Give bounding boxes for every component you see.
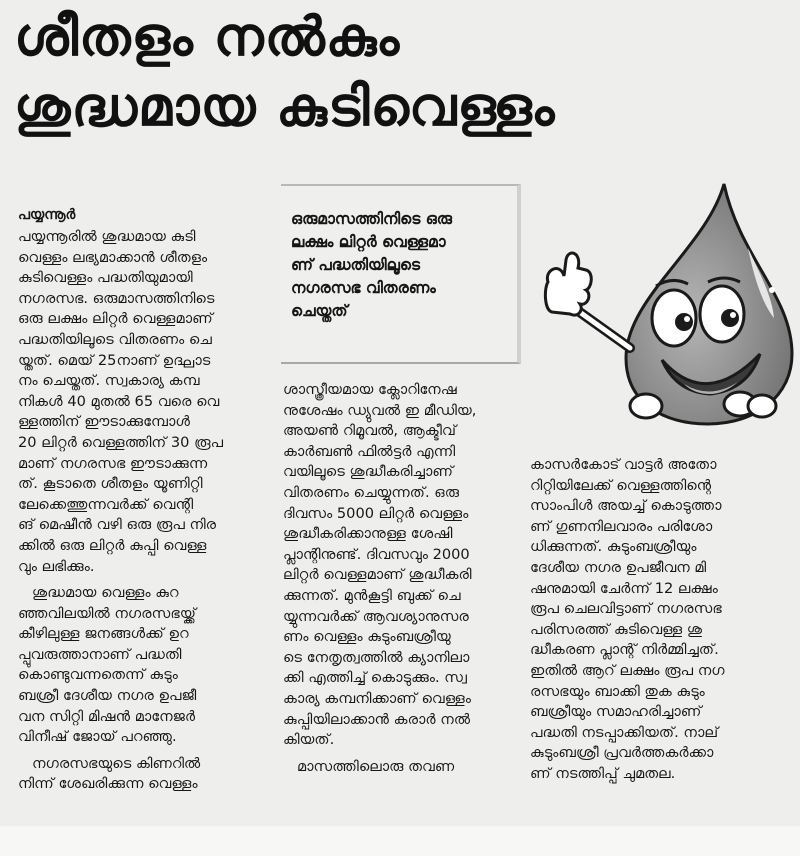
text-line: ഇതിൽ ആറ് ലക്ഷം രൂപ നഗ xyxy=(530,661,725,679)
text-line: ടെ നേതൃത്വത്തിൽ ക്യാനിലാ xyxy=(283,648,470,666)
text-line: ത്. കൂടാതെ ശീതളം യൂണിറ്റി xyxy=(18,475,203,493)
text-line: ബശ്രീയും സമാഹരിച്ചാണ് xyxy=(530,703,702,721)
text-line: രസഭയും ബാക്കി തുക കുടും xyxy=(530,682,705,700)
text-line: 20 ലിറ്റർ വെള്ളത്തിന് 30 രൂപ xyxy=(18,433,224,451)
text-line: പദ്ധതിയിലൂടെ വിതരണം ചെ xyxy=(18,330,212,348)
text-line: റിറ്റിയിലേക്ക് വെള്ളത്തിന്റെ xyxy=(530,476,712,494)
text-line: ശാസ്ത്രീയമായ ക്ലോറിനേഷ xyxy=(283,381,457,398)
text-line: യ്തത്. മെയ് 25നാണ് ഉദ്ഘാട xyxy=(18,351,211,369)
text-line: കാർബൺ ഫിൽട്ടർ എന്നി xyxy=(283,442,456,460)
text-line: കുടുംബശ്രീ പ്രവർത്തകർക്കാ xyxy=(530,744,714,762)
text-line: നികൾ 40 മുതൽ 65 വരെ വെ xyxy=(18,392,220,410)
text-line: വിനീഷ് ജോയ് പറഞ്ഞു. xyxy=(18,728,177,746)
text-line: നിന്ന് ശേഖരിക്കുന്ന വെള്ളം xyxy=(18,775,198,793)
column-2-paragraph-2 xyxy=(283,757,519,778)
column-1-paragraph-1 xyxy=(18,227,268,577)
text-line: ലിറ്റർ വെള്ളമാണ് ശുദ്ധീകരി xyxy=(283,566,472,584)
text-line: വെള്ളം ലഭ്യമാക്കാൻ ശീതളം xyxy=(18,248,208,266)
text-line: കീഴിലുള്ള ജനങ്ങൾക്ക് ഉറ xyxy=(18,625,189,643)
headline-line-1: ശീതളം നൽകും xyxy=(14,5,401,68)
water-drop-mascot-icon xyxy=(534,178,796,426)
text-line: പദ്ധതി നടപ്പാക്കിയത്. നാല് xyxy=(530,723,719,741)
byline: പയ്യന്നൂർ xyxy=(18,207,76,223)
headline xyxy=(14,2,786,142)
text-line: കിയത്. xyxy=(283,731,335,749)
text-line: കുപ്പിയിലാക്കാൻ കരാർ നൽ xyxy=(283,710,471,728)
text-line: കുടിവെള്ളം പദ്ധതിയുമായി xyxy=(18,269,193,287)
text-line: കൊണ്ടുവന്നതെന്ന് കുടും xyxy=(18,666,178,684)
text-line: ണ് പദ്ധതിയിലൂടെ xyxy=(291,256,421,274)
text-line: ണ് നടത്തിപ്പ് ചുമതല. xyxy=(530,764,676,782)
article-column-3 xyxy=(530,455,792,785)
column-2-paragraph-1 xyxy=(283,380,519,751)
text-line: മാണ് നഗരസഭ ഈടാക്കുന്ന xyxy=(18,454,208,472)
text-line: പ്ലാന്റിനുണ്ട്. ദിവസവും 2000 xyxy=(283,545,470,563)
text-line: വന സിറ്റി മിഷൻ മാനേജർ xyxy=(18,707,196,725)
text-line: ദേശീയ നഗര ഉപജീവന മി xyxy=(530,558,707,576)
text-line: യ്യുന്നവർക്ക് ആവശ്യാനുസര xyxy=(283,607,469,625)
text-line: പയ്യന്നൂരിൽ ശുദ്ധമായ കുടി xyxy=(18,228,196,245)
text-line: ലക്ഷം ലിറ്റർ വെള്ളമാ xyxy=(291,233,446,251)
text-line: നുശേഷം ഡ്യുവൽ ഇ മീഡിയ, xyxy=(283,401,477,419)
text-line: ദ്ധീകരണ പ്ലാന്റ് നിർമ്മിച്ചത്. xyxy=(530,641,719,659)
text-line: അയൺ റിമൂവൽ, ആക്ടീവ് xyxy=(283,422,457,440)
text-line: ണം വെള്ളം കുടുംബശ്രീയു xyxy=(283,628,451,646)
text-line: ങ് മെഷീൻ വഴി ഒരു രൂപ നിര xyxy=(18,516,217,534)
text-line: മാസത്തിലൊരു തവണ xyxy=(297,757,455,775)
text-line: ള്ളത്തിന് ഈടാക്കുമ്പോൾ xyxy=(18,413,191,431)
column-1-paragraph-3 xyxy=(18,754,268,795)
column-3-paragraph-1 xyxy=(530,455,792,785)
text-line: വിതരണം ചെയ്യുന്നത്. ഒരു xyxy=(283,483,460,501)
text-line: വയിലൂടെ ശുദ്ധീകരിച്ചാണ് xyxy=(283,463,454,481)
text-line: ണ് ഗുണനിലവാരം പരിശോ xyxy=(530,517,713,535)
pull-quote xyxy=(281,184,521,364)
text-line: കാര്യ കമ്പനിക്കാണ് വെള്ളം xyxy=(283,689,471,707)
headline-line-2: ശുദ്ധമായ കുടിവെള്ളം xyxy=(14,75,556,138)
text-line: വും ലഭിക്കും. xyxy=(18,557,95,575)
page-bottom-edge xyxy=(0,826,800,856)
text-line: പരിസരത്ത് കുടിവെള്ള ശു xyxy=(530,620,703,638)
text-line: ധിക്കുന്നത്. കുടുംബശ്രീയും xyxy=(530,538,697,556)
text-line: ബശ്രീ ദേശീയ നഗര ഉപജീ xyxy=(18,687,197,705)
text-line: ഞ്ഞവിലയിൽ നഗരസഭയ്ക്ക് xyxy=(18,604,196,622)
text-line: രൂപ ചെലവിട്ടാണ് നഗരസഭ xyxy=(530,600,722,618)
text-line: ക്കിൽ ഒരു ലിറ്റർ കുപ്പി വെള്ള xyxy=(18,536,207,554)
text-line: കാസർകോട് വാട്ടർ അതോ xyxy=(530,456,717,473)
article-column-2 xyxy=(283,380,519,777)
text-line: ഷനുമായി ചേർന്ന് 12 ലക്ഷം xyxy=(530,579,718,597)
pull-quote-text xyxy=(291,208,509,323)
text-line: ലേക്കെത്തുന്നവർക്ക് വെന്റി xyxy=(18,495,194,513)
text-line: നഗരസഭ വിതരണം xyxy=(291,279,436,297)
article-column-1 xyxy=(18,205,268,795)
text-line: ക്കി എത്തിച്ച് കൊടുക്കും. സ്വ xyxy=(283,669,467,687)
text-line: ശുദ്ധീകരിക്കാനുള്ള ശേഷി xyxy=(283,525,453,543)
text-line: ഒരുമാസത്തിനിടെ ഒരു xyxy=(291,210,453,228)
text-line: ദിവസം 5000 ലിറ്റർ വെള്ളം xyxy=(283,504,469,522)
text-line: ചെയ്തത് xyxy=(291,302,348,320)
text-line: പ്പുവരുത്താനാണ് പദ്ധതി xyxy=(18,645,182,663)
text-line: സാംപിൾ അയച്ച് കൊടുത്താ xyxy=(530,497,722,515)
column-1-paragraph-2 xyxy=(18,583,268,748)
text-line: നഗരസഭയുടെ കിണറിൽ xyxy=(32,754,201,772)
text-line: നം ചെയ്തത്. സ്വകാര്യ കമ്പ xyxy=(18,372,200,390)
text-line: ക്കുന്നത്. മുൻകൂട്ടി ബുക്ക് ചെ xyxy=(283,586,461,604)
text-line: ഒരു ലക്ഷം ലിറ്റർ വെള്ളമാണ് xyxy=(18,310,213,328)
text-line: ശുദ്ധമായ വെള്ളം കുറ xyxy=(32,584,179,602)
text-line: നഗരസഭ. ഒരുമാസത്തിനിടെ xyxy=(18,289,215,307)
